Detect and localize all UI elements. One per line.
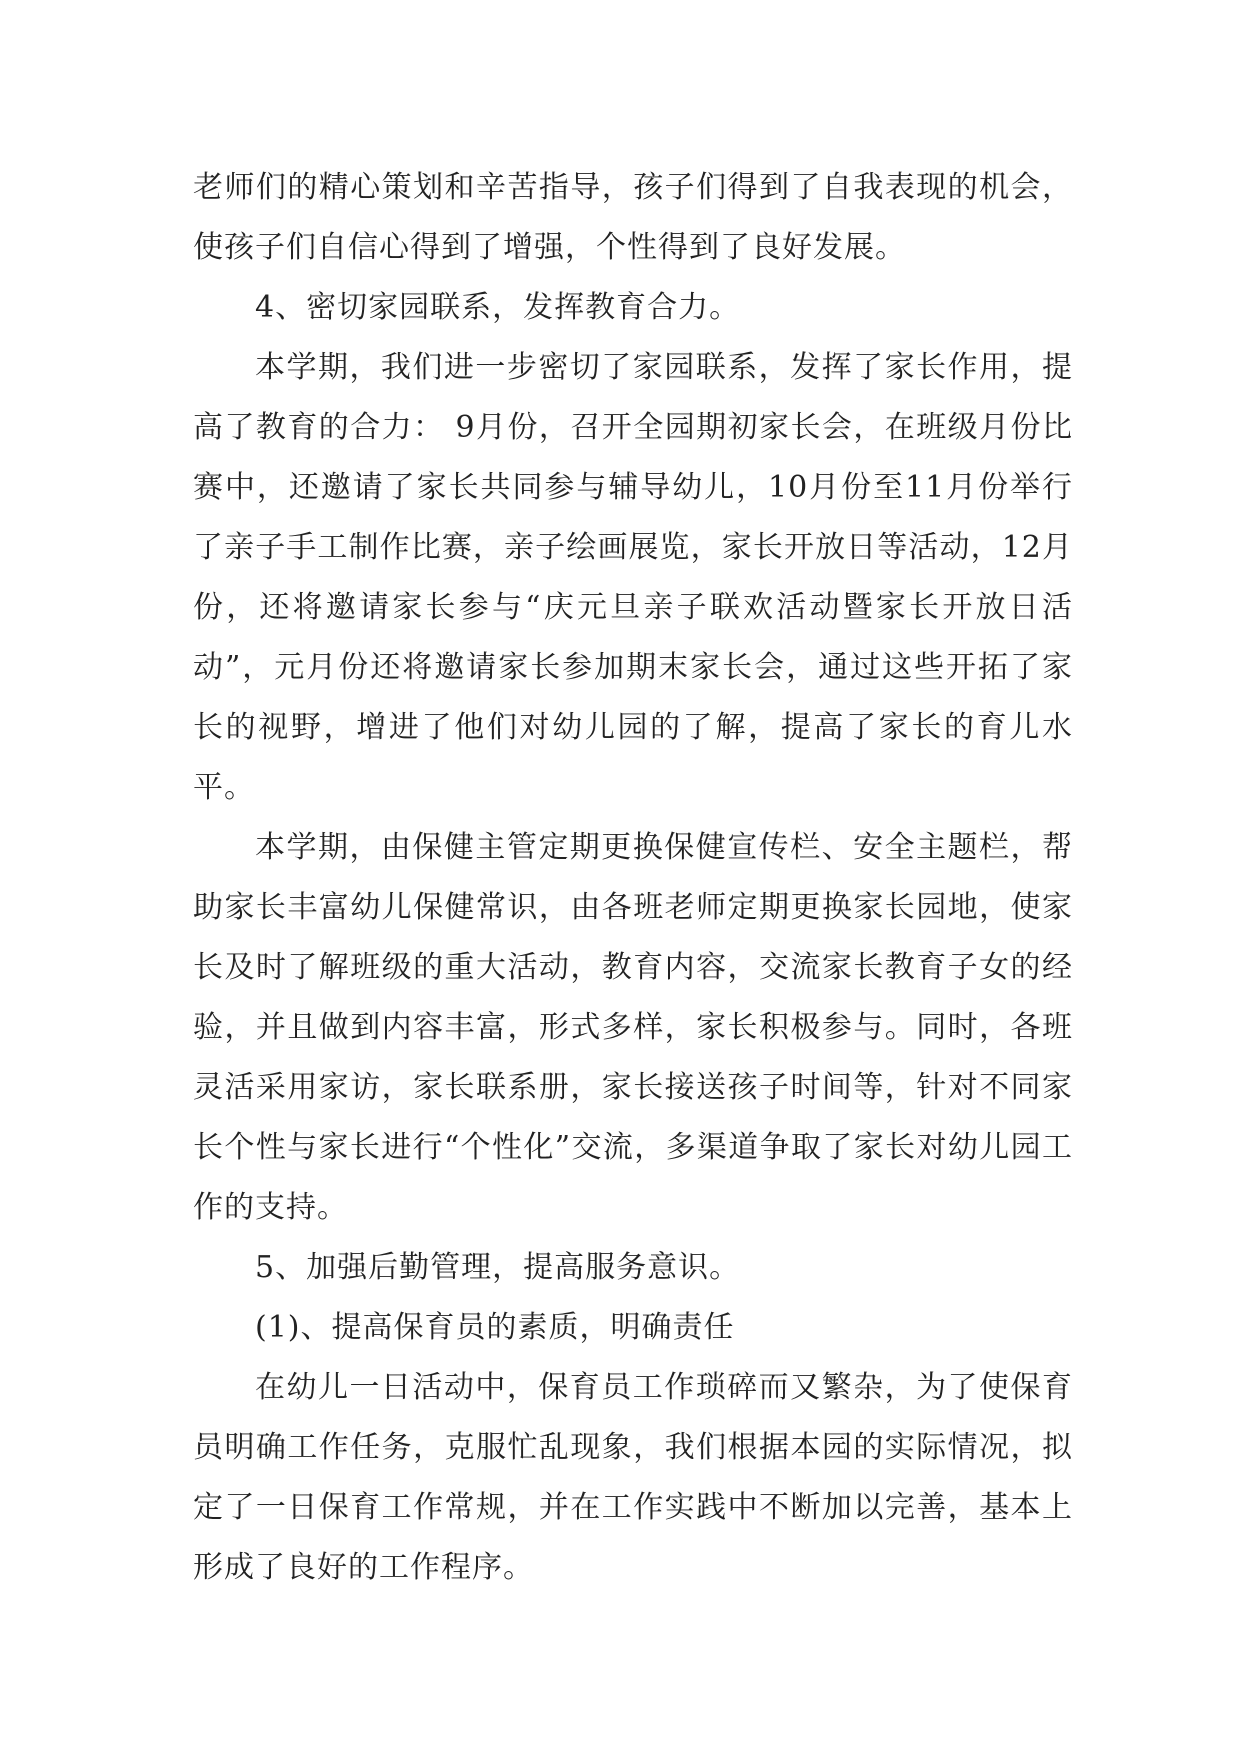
paragraph-2-heading: 4、密切家园联系，发挥教育合力。 [255, 290, 741, 325]
document-body [193, 158, 1073, 1598]
paragraph-4: 本学期，由保健主管定期更换保健宣传栏、安全主题栏，帮助家长丰富幼儿保健常识，由各班老师定期更换家长园地，使家长及时了解班级的重大活动，教育内容，交流家长教育子女的经验，并且做到内容丰富，形式多样，家长积极参与。同时，各班灵活采用家访，家长联系册，家长接送孩子时间等，针对不同家长个性与家长进行“个性化”交流，多渠道争取了家长对幼儿园工作的支持。 [193, 830, 1073, 1225]
paragraph-3: 本学期，我们进一步密切了家园联系，发挥了家长作用，提高了教育的合力： 9月份，召开全园期初家长会，在班级月份比赛中，还邀请了家长共同参与辅导幼儿，10月份至11月份举行了亲子手工制作比赛，亲子绘画展览，家长开放日等活动，12月份，还将邀请家长参与“庆元旦亲子联欢活动暨家长开放日活动”，元月份还将邀请家长参加期末家长会，通过这些开拓了家长的视野，增进了他们对幼儿园的了解，提高了家长的育儿水平。 [193, 350, 1073, 805]
paragraph-7: 在幼儿一日活动中，保育员工作琐碎而又繁杂，为了使保育员明确工作任务，克服忙乱现象，我们根据本园的实际情况，拟定了一日保育工作常规，并在工作实践中不断加以完善，基本上形成了良好的工作程序。 [193, 1370, 1073, 1585]
paragraph-6-subheading: (1)、提高保育员的素质，明确责任 [255, 1310, 735, 1345]
paragraph-5-heading: 5、加强后勤管理，提高服务意识。 [255, 1250, 741, 1285]
paragraph-1: 老师们的精心策划和辛苦指导，孩子们得到了自我表现的机会，使孩子们自信心得到了增强，个性得到了良好发展。 [193, 170, 1073, 265]
